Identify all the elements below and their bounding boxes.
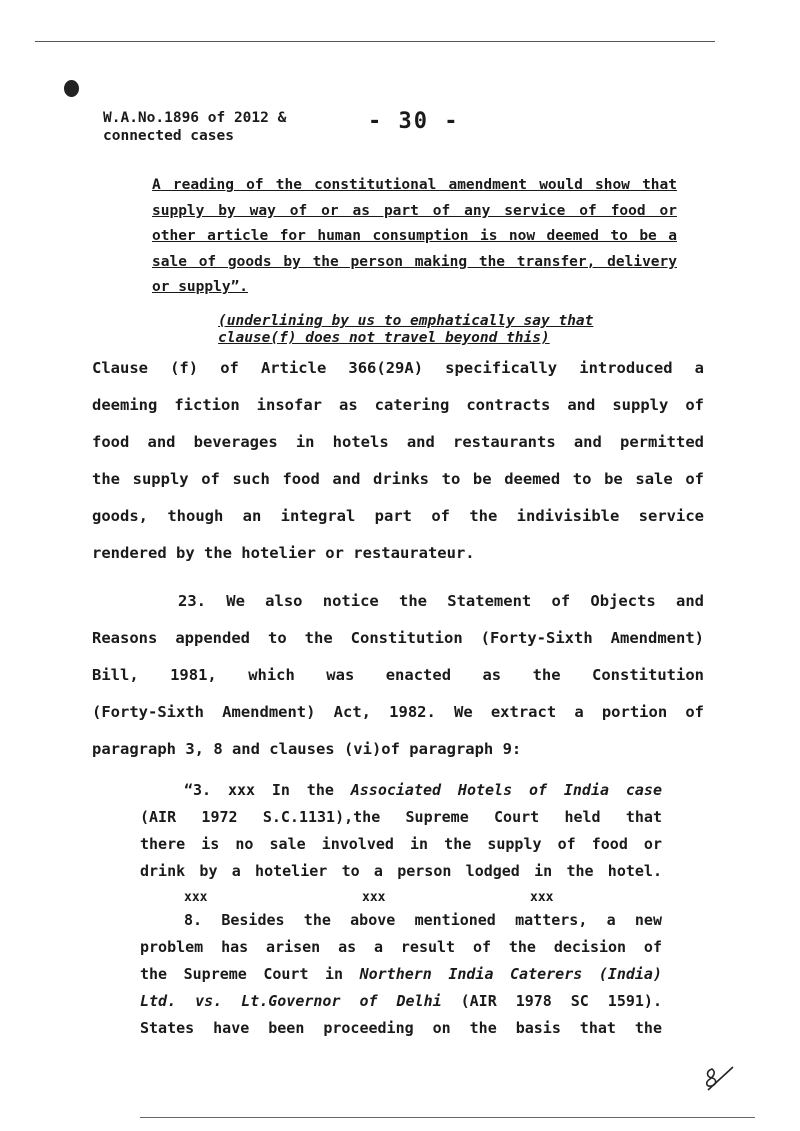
emphasis-note-line-1: (underlining by us to emphatically say that [218, 313, 594, 329]
case-name: Ltd. vs. Lt.Governor of Delhi [140, 992, 442, 1010]
statement-line: drink by a hotelier to a person lodged in the hotel. [140, 862, 662, 880]
statement-line [140, 963, 662, 990]
statement-line [140, 779, 662, 806]
case-reference-line-2: connected cases [103, 128, 234, 144]
paragraph-line: deeming fiction insofar as catering contracts and supply of [92, 396, 704, 414]
quote-line: sale of goods by the person making the transfer, delivery [152, 253, 677, 270]
case-reference-line-1: W.A.No.1896 of 2012 & [103, 110, 287, 126]
paragraph-line: the supply of such food and drinks to be deemed to be sale of [92, 470, 704, 488]
quote-line: or supply”. [152, 279, 249, 295]
omission-mark: xxx [184, 890, 208, 905]
quote-line: other article for human consumption is now deemed to be a [152, 228, 677, 244]
page-number: - 30 - [368, 109, 460, 134]
statement-text: “3. xxx In the [184, 781, 351, 799]
extracted-statement [140, 779, 662, 1044]
paragraph-line: rendered by the hotelier or restaurateur. [92, 544, 475, 562]
paragraph-line: food and beverages in hotels and restaurants and permitted [92, 433, 704, 451]
paragraph-line: goods, though an integral part of the indivisible service [92, 507, 704, 525]
emphasis-note-line-2: clause(f) does not travel beyond this) [218, 330, 550, 346]
paragraph-line: Clause (f) of Article 366(29A) specifically introduced a [92, 359, 704, 377]
quote-line: A reading of the constitutional amendment would show that [152, 177, 677, 193]
bottom-rule [140, 1117, 755, 1118]
paragraph-clause-f [92, 356, 704, 578]
paragraph-line: Bill, 1981, which was enacted as the Constitution [92, 666, 704, 684]
paragraph-line: Reasons appended to the Constitution (Forty-Sixth Amendment) [92, 629, 704, 647]
omission-mark: xxx [530, 890, 554, 905]
paragraph-line: 23. We also notice the Statement of Objects and [178, 592, 704, 610]
case-name: Northern India Caterers (India) [359, 965, 662, 983]
omission-mark: xxx [362, 890, 386, 905]
paragraph-line: (Forty-Sixth Amendment) Act, 1982. We extract a portion of [92, 703, 704, 721]
statement-text: (AIR 1978 SC 1591). [441, 992, 662, 1010]
statement-line: States have been proceeding on the basis that the [140, 1019, 662, 1037]
statement-line: (AIR 1972 S.C.1131),the Supreme Court held that [140, 808, 662, 826]
quote-line: supply by way of or as part of any service of food or [152, 202, 677, 219]
paragraph-23 [92, 589, 704, 774]
emphasis-note [218, 313, 640, 347]
statement-line [140, 990, 662, 1017]
punch-hole-mark [64, 80, 79, 97]
omission-marks [140, 887, 662, 909]
top-rule [35, 41, 715, 42]
statement-line: problem has arisen as a result of the decision of [140, 938, 662, 956]
handwritten-initials [702, 1063, 736, 1093]
case-name: Associated Hotels of India case [350, 781, 662, 799]
statement-line: there is no sale involved in the supply of food or [140, 835, 662, 853]
statement-line: 8. Besides the above mentioned matters, a new [184, 911, 662, 929]
case-reference [103, 109, 286, 145]
statement-text: the Supreme Court in [140, 965, 360, 983]
paragraph-line: paragraph 3, 8 and clauses (vi)of paragraph 9: [92, 740, 522, 758]
quoted-passage [152, 173, 677, 301]
